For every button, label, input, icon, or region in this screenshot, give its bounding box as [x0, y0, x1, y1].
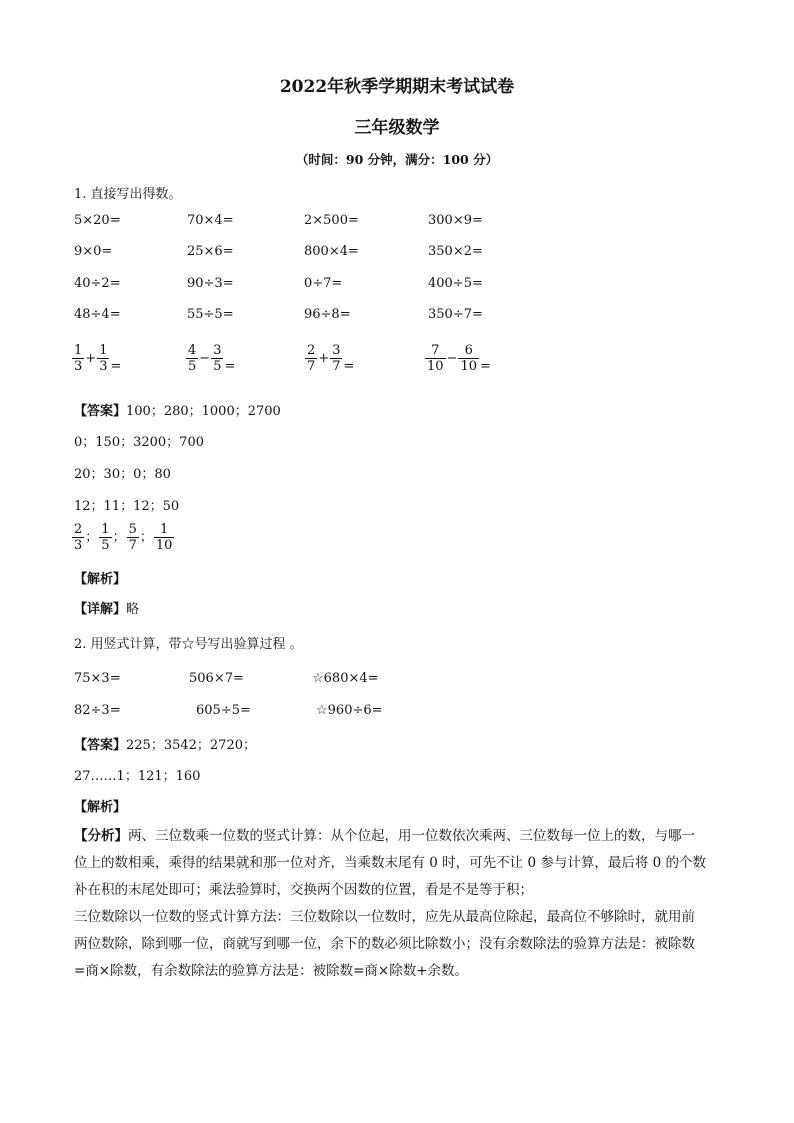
denominator: 5	[101, 538, 110, 553]
answer-label: 【答案】	[74, 738, 127, 753]
q1-answer-line: 0；150；3200；700	[74, 435, 204, 450]
analysis-line: 位上的数相乘，乘得的结果就和那一位对齐，当乘数末尾有 0 时，可先不让 0 参与计算，最后将 0 的个数	[74, 855, 707, 871]
numerator: 1	[99, 343, 108, 358]
q1-item: 9×0=	[74, 244, 113, 259]
equals-sign: =	[110, 359, 122, 374]
denominator: 10	[427, 359, 444, 374]
q1-item: 25×6=	[187, 244, 234, 259]
q2-item: ☆960÷6=	[316, 703, 383, 718]
separator: ；	[85, 530, 99, 545]
q1-item: 5×20=	[74, 213, 121, 228]
denominator: 7	[128, 538, 137, 553]
denominator: 3	[74, 538, 83, 553]
q1-prompt: 1. 直接写出得数。	[74, 187, 182, 202]
operator: +	[318, 351, 330, 366]
numerator: 5	[128, 522, 137, 537]
q1-item: 40÷2=	[74, 276, 121, 291]
exam-info: （时间：90 分钟，满分：100 分）	[295, 152, 499, 167]
detail-text: 略	[126, 602, 140, 617]
denominator: 3	[99, 359, 108, 374]
analysis-sub-label: 【分析】	[74, 828, 128, 844]
q1-item: 350×2=	[428, 244, 483, 259]
q2-item: 82÷3=	[74, 703, 121, 718]
numerator: 3	[332, 343, 341, 358]
q2-item: ☆680×4=	[312, 671, 379, 686]
denominator: 3	[74, 359, 83, 374]
denominator: 10	[460, 359, 477, 374]
analysis-line	[74, 826, 724, 853]
q1-answer-line: 20；30；0；80	[74, 467, 171, 482]
q1-item: 0÷7=	[304, 276, 343, 291]
equals-sign: =	[480, 359, 491, 374]
numerator: 3	[213, 343, 222, 358]
q1-detail	[74, 598, 139, 617]
page-title: 2022年秋季学期期末考试试卷	[279, 77, 515, 97]
q1-answer-line: 12；11；12；50	[74, 499, 180, 514]
numerator: 4	[188, 343, 197, 358]
analysis-line: 三位数除以一位数的竖式计算方法：三位数除以一位数时，应先从最高位除起，最高位不够除时，就用前	[74, 909, 695, 925]
answer-label: 【答案】	[74, 404, 127, 419]
q1-answer-line	[74, 400, 281, 419]
answer-text: 225；3542；2720；	[126, 738, 256, 753]
numerator: 6	[464, 343, 473, 358]
separator: ；	[112, 530, 126, 545]
operator: −	[446, 351, 458, 366]
q1-item: 90÷3=	[187, 276, 234, 291]
equals-sign: =	[343, 359, 355, 374]
page-subtitle: 三年级数学	[354, 118, 440, 138]
q1-item: 96÷8=	[304, 307, 351, 322]
q1-analysis-label: 【解析】	[74, 572, 127, 587]
q2-item: 506×7=	[189, 671, 244, 686]
answer-text: 100；280；1000；2700	[126, 404, 281, 419]
q2-answer-line: 27……1；121；160	[74, 769, 201, 784]
q2-analysis-label: 【解析】	[74, 800, 127, 815]
q1-fraction-item	[425, 343, 491, 374]
q1-item: 70×4=	[187, 213, 234, 228]
denominator: 10	[155, 538, 173, 553]
q2-answer-line	[74, 734, 256, 753]
q1-item: 2×500=	[304, 213, 359, 228]
analysis-line: 补在积的末尾处即可；乘法验算时，交换两个因数的位置，看是不是等于积；	[74, 882, 533, 898]
numerator: 2	[307, 343, 316, 358]
denominator: 7	[307, 359, 316, 374]
q1-item: 350÷7=	[428, 307, 483, 322]
analysis-text: 两、三位数乘一位数的竖式计算：从个位起，用一位数依次乘两、三位数每一位上的数，与哪一	[128, 828, 695, 844]
q1-item: 800×4=	[304, 244, 359, 259]
numerator: 1	[74, 343, 83, 358]
q2-item: 75×3=	[74, 671, 121, 686]
denominator: 7	[332, 359, 341, 374]
q1-item: 48÷4=	[74, 307, 121, 322]
q1-fraction-item	[186, 343, 235, 374]
analysis-line: 两位数除，除到哪一位，商就写到哪一位，余下的数必须比除数小；没有余数除法的验算方法是：被除数	[74, 936, 695, 952]
q1-item: 300×9=	[428, 213, 483, 228]
numerator: 1	[160, 522, 169, 537]
q1-item: 55÷5=	[187, 307, 234, 322]
q2-analysis	[74, 826, 724, 988]
q2-prompt: 2. 用竖式计算，带☆号写出验算过程 。	[74, 637, 303, 652]
numerator: 2	[74, 522, 83, 537]
analysis-line: =商×除数，有余数除法的验算方法是：被除数=商×除数+余数。	[74, 963, 469, 979]
denominator: 5	[188, 359, 197, 374]
detail-label: 【详解】	[74, 602, 127, 617]
numerator: 7	[431, 343, 440, 358]
q1-item: 400÷5=	[428, 276, 483, 291]
operator: +	[85, 351, 97, 366]
numerator: 1	[101, 522, 110, 537]
q1-fraction-item	[72, 343, 121, 374]
denominator: 5	[213, 359, 222, 374]
q2-item: 605÷5=	[196, 703, 251, 718]
equals-sign: =	[224, 359, 236, 374]
separator: ；	[139, 530, 153, 545]
operator: −	[199, 351, 211, 366]
q1-fraction-item	[305, 343, 354, 374]
q1-answer-fractions	[72, 522, 174, 553]
